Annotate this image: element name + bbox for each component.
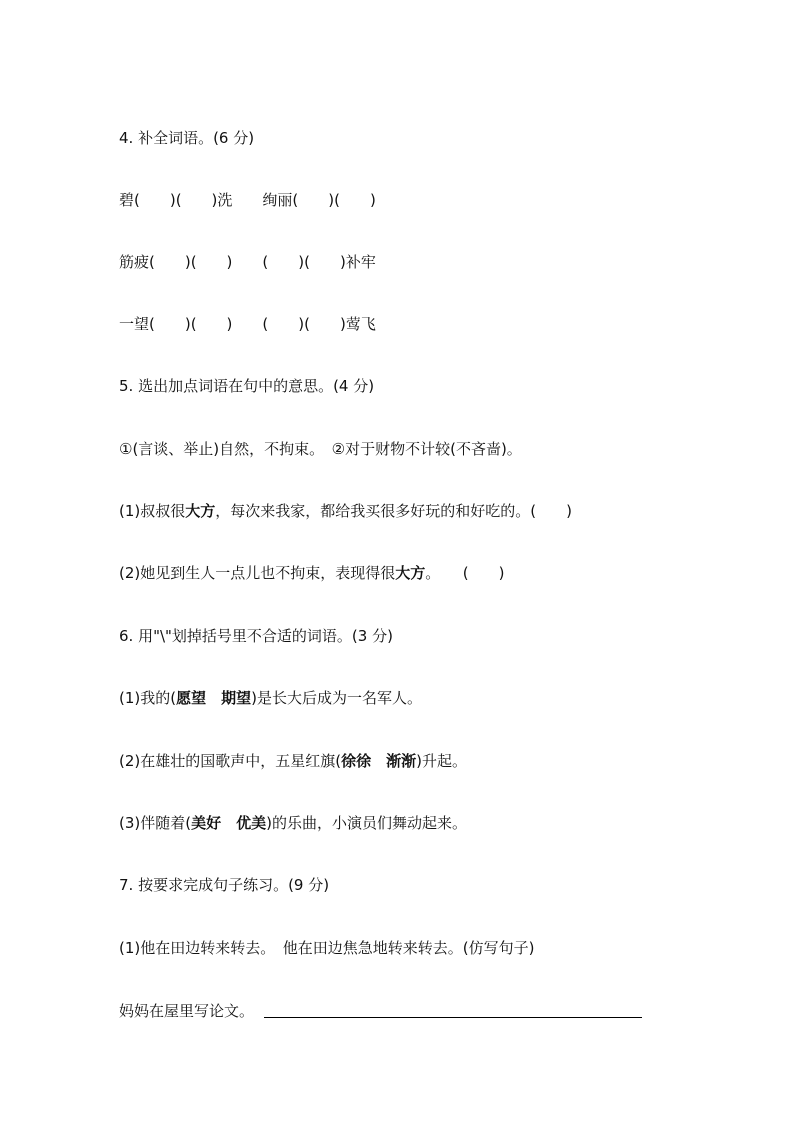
answer-blank-line[interactable]: [264, 1017, 642, 1018]
q6-s2-pre: (2)在雄壮的国歌声中，五星红旗(: [119, 752, 342, 770]
q5-s2-post: 。 ( ): [425, 564, 505, 582]
q5-s1-pre: (1)叔叔很: [119, 502, 186, 520]
q4-row-3: 一望( )( ) ( )( )莺飞: [119, 315, 376, 333]
q5-s2-pre: (2)她见到生人一点儿也不拘束，表现得很: [119, 564, 396, 582]
q5-options: ①(言谈、举止)自然，不拘束。 ②对于财物不计较(不吝啬)。: [119, 440, 522, 458]
q4-title: 4. 补全词语。(6 分): [119, 129, 255, 147]
q6-s1-choices: 愿望 期望: [176, 689, 252, 707]
q5-s2-keyword: 大方: [395, 564, 426, 582]
q5-s1-keyword: 大方: [185, 502, 216, 520]
q7-sentence-1: (1)他在田边转来转去。 他在田边焦急地转来转去。(仿写句子): [119, 939, 535, 957]
q6-s3-post: )的乐曲，小演员们舞动起来。: [266, 814, 467, 832]
q4-row-2: 筋疲( )( ) ( )( )补牢: [119, 253, 376, 271]
q6-s1-post: )是长大后成为一名军人。: [251, 689, 422, 707]
q5-s1-post: ，每次来我家，都给我买很多好玩的和好吃的。( ): [215, 502, 572, 520]
q6-s1-pre: (1)我的(: [119, 689, 177, 707]
q4-row-1: 碧( )( )洗 绚丽( )( ): [119, 191, 376, 209]
q5-sentence-1: [119, 501, 572, 521]
q6-s3-choices: 美好 优美: [191, 814, 267, 832]
q6-title: 6. 用"\"划掉括号里不合适的词语。(3 分): [119, 627, 393, 645]
q6-sentence-1: [119, 688, 422, 708]
q6-s2-post: )升起。: [416, 752, 467, 770]
q6-s2-choices: 徐徐 渐渐: [341, 752, 417, 770]
q6-s3-pre: (3)伴随着(: [119, 814, 192, 832]
q7-prompt: 妈妈在屋里写论文。: [119, 1002, 255, 1020]
q5-sentence-2: [119, 563, 504, 583]
q6-sentence-2: [119, 751, 467, 771]
q6-sentence-3: [119, 813, 467, 833]
q7-title: 7. 按要求完成句子练习。(9 分): [119, 876, 330, 894]
q5-title: 5. 选出加点词语在句中的意思。(4 分): [119, 377, 375, 395]
